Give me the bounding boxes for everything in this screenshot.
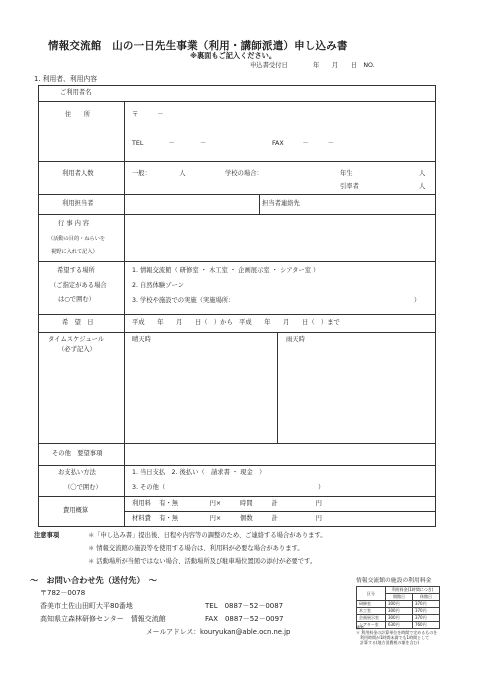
address-label: 住 所 (65, 111, 91, 118)
place-option-3[interactable]: 3. 学校や施設での実施（実施場所： (132, 297, 235, 304)
place-label: 希望する場所 (57, 267, 95, 274)
fax-field[interactable]: FAX － － (272, 140, 335, 147)
fee-room: 木工室 (357, 608, 386, 615)
payment-label: お支払い方法 (58, 469, 96, 476)
general-count-field[interactable]: 一般： 人 (132, 170, 186, 177)
sunny-schedule-label: 晴天時 (132, 336, 151, 343)
fee-open: 300円 (385, 608, 412, 615)
requests-field[interactable] (125, 444, 435, 464)
note-3: ＊ 活動場所が当館ではない場合、活動場所及び駐車場位置図の添付が必要です。 (88, 558, 317, 565)
fee-table-head-closed: 休館日 (412, 594, 439, 601)
contact-email: メールアドレス：kouryukan@able.ocn.ne.jp (146, 628, 291, 636)
contact-zip: 〒782－0078 (40, 589, 86, 597)
table-row (357, 601, 440, 608)
page-title: 情報交流館 山の一日先生事業（利用・講師派遣）申し込み書 (48, 40, 348, 52)
date-label: 希 望 日 (62, 319, 94, 326)
schedule-label: タイムスケジュール (48, 336, 105, 343)
event-content-field[interactable] (125, 215, 435, 260)
fee-footnote-3: 計算する(地方消費税の額を含む) (360, 640, 420, 645)
notes-heading: 注意事項 (34, 532, 60, 539)
schedule-note: （必ず記入） (58, 346, 96, 353)
fee-room: 企画展示室 (357, 615, 386, 622)
contact-heading: ～ お問い合わせ先（送付先） ～ (30, 575, 157, 585)
grade-field[interactable]: 年生 (340, 170, 353, 177)
fee-open: 300円 (385, 615, 412, 622)
material-fee-row[interactable]: 材料費 有・無 円× 個数 計 円 (132, 515, 322, 522)
contact-tel: TEL 0887－52－0087 (205, 602, 284, 610)
fee-open: 630円 (385, 622, 412, 629)
sunny-schedule-field[interactable] (125, 345, 276, 442)
fee-table-head-rate: 利用料金(1時間につき) (385, 587, 439, 594)
place-option-3-close: ） (414, 297, 421, 304)
note-2: ＊ 情報交流館の施設等を使用する場合は、利用料が必要な場合があります。 (88, 545, 304, 552)
back-note: ※裏面もご記入ください。 (190, 51, 277, 60)
fee-table-title: 情報交流館の施設の利用料金 (356, 578, 432, 584)
manager-field[interactable] (125, 195, 258, 213)
usage-fee-row[interactable]: 利用料 有・無 円× 時間 計 円 (132, 500, 322, 507)
manager-label: 利用担当者 (62, 200, 94, 207)
place-note-2: は○で囲む） (58, 296, 95, 303)
school-label: 学校の場合： (225, 170, 263, 177)
note-1: ＊「申し込み書」提出後、日程や内容等の調整のため、ご連絡する場合があります。 (88, 532, 327, 539)
contact-address: 香美市土佐山田町大平80番地 (40, 602, 133, 610)
fee-room: 研修室 (357, 601, 386, 608)
leader-field[interactable]: 引率者 (340, 183, 359, 190)
contact-organization: 高知県立森林研修センター 情報交流館 (40, 615, 166, 623)
fee-footnote-1: ＊ 利用料金の計算単位を時間で定めるものを (356, 630, 438, 635)
receipt-date: 申込書受付日 年 月 日 NO. (250, 62, 375, 69)
event-label: 行 事 内 容 (58, 220, 90, 227)
place-option-2[interactable]: 2. 自然体験ゾーン (132, 282, 184, 289)
contact-fax: FAX 0887－52－0097 (205, 615, 284, 623)
date-field[interactable]: 平成 年 月 日（ ）から 平成 年 月 日（ ）まで (132, 319, 340, 326)
contact-label: 担当者連絡先 (262, 200, 300, 207)
tel-field[interactable]: TEL － － (132, 140, 207, 147)
fee-footnote-label: 備考 (356, 625, 364, 630)
payment-note: （〇で囲む） (64, 484, 102, 491)
place-option-1[interactable]: 1. 情報交流館（ 研修室 ・ 木工室 ・ 企画展示室 ・ シアター室 ） (132, 267, 320, 274)
fee-room: シアター室 (357, 622, 386, 629)
requests-label: その他 要望事項 (52, 450, 103, 457)
section-heading: 1. 利用者、利用内容 (34, 75, 98, 83)
cost-label: 費用概算 (63, 507, 89, 514)
fee-closed: 370円 (412, 608, 439, 615)
user-count-label: 利用者人数 (62, 170, 94, 177)
table-row (357, 615, 440, 622)
fee-table-head-open: 開館日 (385, 594, 412, 601)
fee-closed: 760円 (412, 622, 439, 629)
fee-table-head-category: 区分 (357, 587, 386, 601)
fee-closed: 370円 (412, 615, 439, 622)
table-row (357, 622, 440, 629)
leader-person-unit: 人 (419, 183, 426, 190)
fee-open: 300円 (385, 601, 412, 608)
rainy-schedule-label: 雨天時 (286, 336, 305, 343)
grade-person-unit: 人 (419, 170, 426, 177)
user-name-label: ご利用者名 (60, 89, 92, 96)
rainy-schedule-field[interactable] (278, 345, 435, 442)
table-row (357, 608, 440, 615)
fee-table (356, 586, 440, 629)
fee-footnote-2: 利用時間が1時間未満でも1時間として (360, 635, 430, 640)
postal-code-field[interactable]: 〒 － (132, 111, 164, 118)
user-name-field[interactable] (125, 86, 435, 100)
payment-option-2-close: ） (318, 484, 325, 491)
payment-option-2[interactable]: 3. その他（ (132, 484, 166, 491)
payment-option-1[interactable]: 1. 当日支払 2. 後払い（ 請求書 ・ 現金 ） (132, 469, 266, 476)
event-note-1: （活動の目的・ねらいを (48, 236, 106, 242)
place-note-1: （ご指定がある場合 (50, 282, 107, 289)
fee-closed: 370円 (412, 601, 439, 608)
event-note-2: 視野に入れて記入） (51, 249, 98, 255)
